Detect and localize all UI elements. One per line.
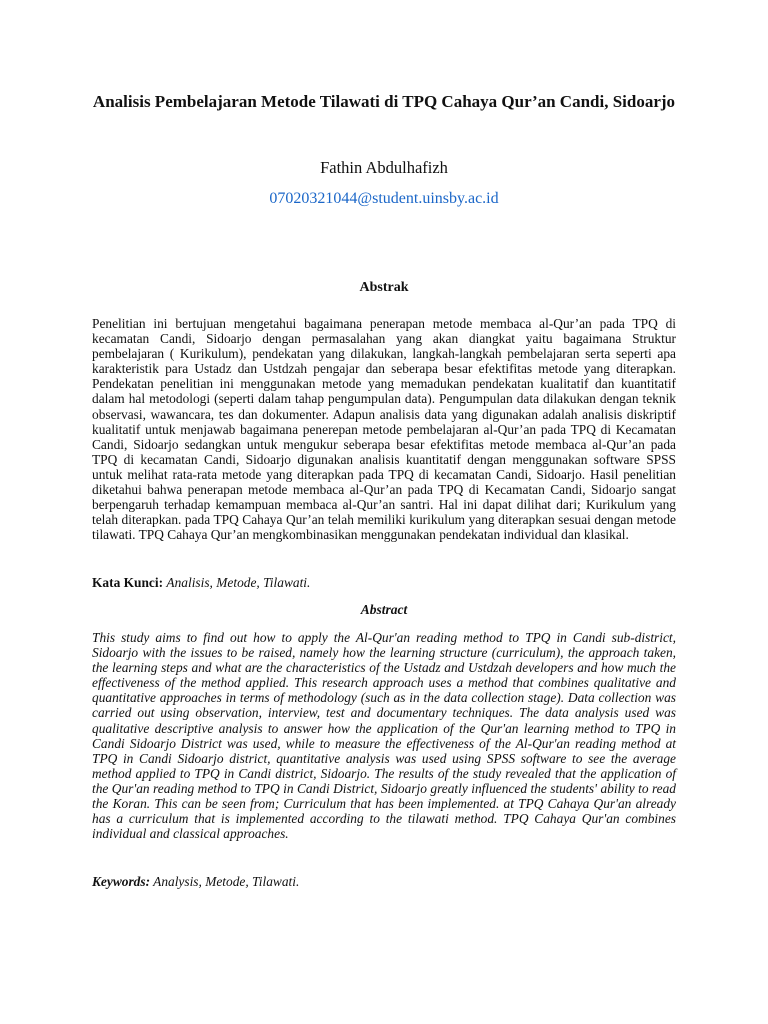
abstrak-body: Penelitian ini bertujuan mengetahui bagaimana penerapan metode membaca al-Qur’an pada TPQ di kecamatan Candi, Sidoarjo dengan permasalahan yang akan diangkat yaitu bagaimana Struktur pembelajaran ( Kurikulum), pendekatan yang dilakukan, langkah-langkah pembelajaran serta seperti apa karakteristik para Ustadz dan Ustdzah pengajar dan seberapa besar efektifitas metode yang diterapkan. Pendekatan penelitian ini menggunakan metode yang memadukan pendekatan kualitatif dan kuantitatif dalam hal metodologi (seperti dalam tahap pengumpulan data). Pengumpulan data dilakukan dengan teknik observasi, wawancara, tes dan dokumenter. Adapun analisis data yang digunakan adalah analisis diskriptif kualitatif untuk menjawab bagaimana penerepan metode pembelajaran al-Qur’an pada TPQ di Kecamatan Candi, Sidoarjo sedangkan untuk mengukur seberapa besar efektifitas metode membaca al-Qur’an pada TPQ di kecamatan Candi, Sidoarjo digunakan analisis kuantitatif dengan menggunakan software SPSS untuk melihat rata-rata metode yang diterapkan pada TPQ di kecamatan Candi, Sidoarjo. Hasil penelitian diketahui bahwa penerapan metode membaca al-Qur’an pada TPQ di Kecamatan Candi, Sidoarjo sangat berpengaruh terhadap kemampuan membaca al-Qur’an santri. Hal ini dapat dilihat dari; Kurikulum yang telah diterapkan. pada TPQ Cahaya Qur’an telah memiliki kurikulum yang diterapkan sesuai dengan metode tilawati. TPQ Cahaya Qur’an mengkombinasikan menggunakan pendekatan individual dan klasikal. <box>92 316 676 543</box>
abstract-heading: Abstract <box>360 602 408 617</box>
keywords-value: Analysis, Metode, Tilawati. <box>153 874 300 889</box>
abstrak-heading: Abstrak <box>359 280 409 295</box>
kata-kunci <box>92 575 676 591</box>
abstract-body: This study aims to find out how to apply the Al-Qur'an reading method to TPQ in Candi sub-district, Sidoarjo with the issues to be raised, namely how the learning structure (curriculum), the approach taken, the learning steps and what are the characteristics of the Ustadz and Ustdzah developers and how much the effectiveness of the method applied. This research approach uses a method that combines qualitative and quantitative approaches in terms of methodology (such as in the data collection stage). Data collection was carried out using observation, interview, test and documentary techniques. The data analysis used was qualitative descriptive analysis to answer how the application of the Qur'an learning method to TPQ in Candi Sidoarjo District was used, while to measure the effectiveness of the Al-Qur'an reading method at TPQ in Candi Sidoarjo district, quantitative analysis was used using SPSS software to see the average method applied to TPQ in Candi district, Sidoarjo. The results of the study revealed that the application of the Qur'an reading method to TPQ in Candi District, Sidoarjo greatly influenced the students' ability to read the Koran. This can be seen from; Curriculum that has been implemented. at TPQ Cahaya Qur'an already has a curriculum that is implemented according to the tilawati method. TPQ Cahaya Qur'an combines individual and classical approaches. <box>92 630 676 842</box>
author-name: Fathin Abdulhafizh <box>320 158 448 177</box>
kata-kunci-value: Analisis, Metode, Tilawati. <box>166 575 311 590</box>
paper-title: Analisis Pembelajaran Metode Tilawati di TPQ Cahaya Qur’an Candi, Sidoarjo <box>92 92 676 111</box>
kata-kunci-label: Kata Kunci: <box>92 575 164 590</box>
keywords-label: Keywords: <box>92 874 151 889</box>
author-email-link[interactable]: 07020321044@student.uinsby.ac.id <box>269 190 499 207</box>
keywords <box>92 874 676 890</box>
